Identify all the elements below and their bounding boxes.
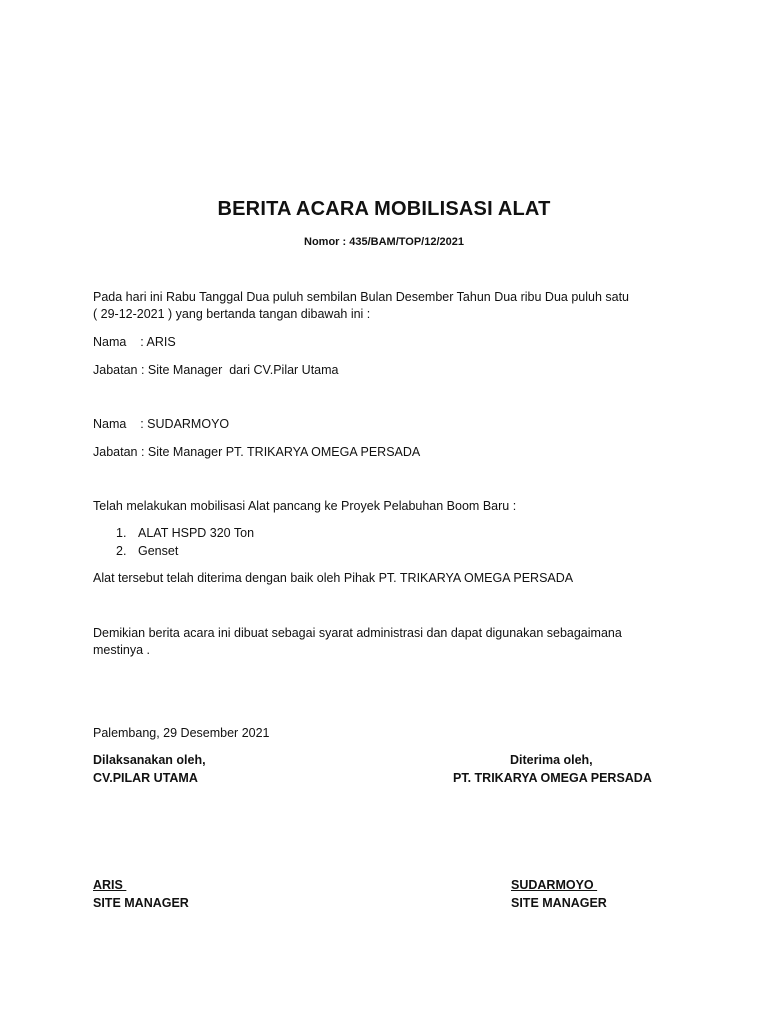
list-item-number: 2. — [116, 544, 127, 558]
left-sign-label: Dilaksanakan oleh, — [93, 753, 206, 767]
list-item — [116, 525, 254, 542]
left-sign-company: CV.PILAR UTAMA — [93, 771, 198, 785]
place-date: Palembang, 29 Desember 2021 — [93, 726, 270, 740]
party1-name: Nama : ARIS — [93, 335, 176, 349]
intro-line-1: Pada hari ini Rabu Tanggal Dua puluh sembilan Bulan Desember Tahun Dua ribu Dua puluh satu — [93, 290, 629, 304]
list-item — [116, 543, 178, 560]
document-number: Nomor : 435/BAM/TOP/12/2021 — [304, 236, 464, 248]
statement: Telah melakukan mobilisasi Alat pancang ke Proyek Pelabuhan Boom Baru : — [93, 499, 517, 513]
list-item-text: ALAT HSPD 320 Ton — [138, 526, 255, 540]
right-signatory-name: SUDARMOYO — [511, 878, 598, 892]
party1-position: Jabatan : Site Manager dari CV.Pilar Utama — [93, 363, 339, 377]
right-sign-company: PT. TRIKARYA OMEGA PERSADA — [453, 771, 652, 785]
left-signatory-position: SITE MANAGER — [93, 896, 189, 910]
right-sign-label: Diterima oleh, — [510, 753, 593, 767]
list-item-number: 1. — [116, 526, 127, 540]
party2-position: Jabatan : Site Manager PT. TRIKARYA OMEGA PERSADA — [93, 445, 421, 459]
document-title: BERITA ACARA MOBILISASI ALAT — [217, 198, 551, 220]
list-item-text: Genset — [138, 544, 179, 558]
closing-line-1: Demikian berita acara ini dibuat sebagai syarat administrasi dan dapat digunakan sebagaimana — [93, 626, 622, 640]
left-signatory-name: ARIS — [93, 878, 127, 892]
closing-line-2: mestinya . — [93, 643, 150, 657]
intro-line-2: ( 29-12-2021 ) yang bertanda tangan dibawah ini : — [93, 307, 371, 321]
right-signatory-position: SITE MANAGER — [511, 896, 607, 910]
party2-name: Nama : SUDARMOYO — [93, 417, 230, 431]
received-statement: Alat tersebut telah diterima dengan baik oleh Pihak PT. TRIKARYA OMEGA PERSADA — [93, 571, 574, 585]
